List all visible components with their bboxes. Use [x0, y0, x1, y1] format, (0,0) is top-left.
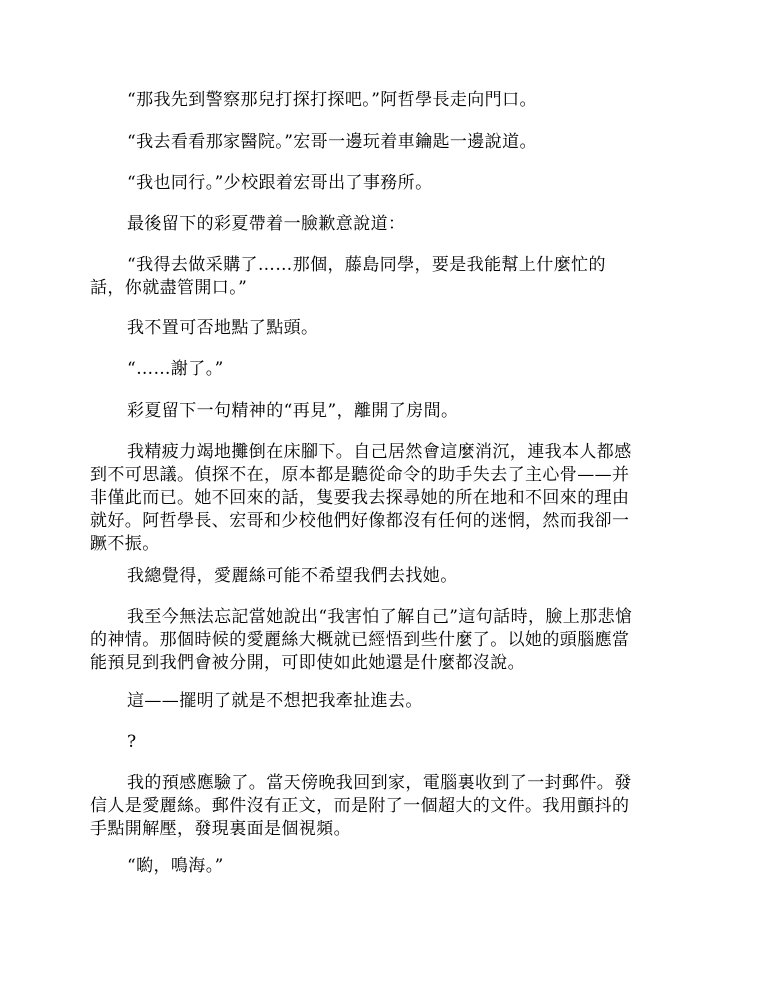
paragraph-9: 我精疲力竭地攤倒在床腳下。自己居然會這麼消沉，連我本人都感 到不可思議。偵探不在，原本都是聽從命令的助手失去了主心骨——并 非僅此而已。她不回來的話，隻要我去探尋她的所在地和不回來的理由 就好。阿哲學長、宏哥和少校他們好像都沒有任何的迷惘，然而我卻一 蹶不振。 [90, 442, 632, 554]
paragraph-12: 這——擺明了就是不想把我牽扯進去。 [127, 691, 423, 711]
paragraph-11: 我至今無法忘記當她說出“我害怕了解自己”這句話時，臉上那悲愴 的神情。那個時候的愛麗絲大概就已經悟到些什麼了。以她的頭腦應當 能預見到我們會被分開，可即使如此她還是什麼都沒說。 [90, 607, 633, 673]
paragraph-7: “……謝了。” [127, 359, 224, 379]
paragraph-15: “喲，鳴海。” [127, 856, 224, 876]
paragraph-13: ? [127, 732, 137, 752]
paragraph-5: “我得去做采購了……那個，藤島同學，要是我能幫上什麼忙的 話，你就盡管開口。” [90, 255, 606, 298]
paragraph-14: 我的預感應驗了。當天傍晚我回到家，電腦裏收到了一封郵件。發 信人是愛麗絲。郵件沒有正文，而是附了一個超大的文件。我用顫抖的 手點開解壓，發現裏面是個視頻。 [90, 773, 632, 839]
paragraph-3: “我也同行。”少校跟着宏哥出了事務所。 [127, 173, 433, 193]
paragraph-6: 我不置可否地點了點頭。 [127, 318, 319, 338]
paragraph-4: 最後留下的彩夏帶着一臉歉意說道： [127, 214, 406, 234]
paragraph-2: “我去看看那家醫院。”宏哥一邊玩着車鑰匙一邊說道。 [127, 132, 537, 152]
paragraph-10: 我總覺得，愛麗絲可能不希望我們去找她。 [127, 566, 458, 586]
paragraph-1: “那我先到警察那兒打探打探吧。”阿哲學長走向門口。 [127, 90, 537, 110]
paragraph-8: 彩夏留下一句精神的“再見”，離開了房間。 [127, 401, 459, 421]
